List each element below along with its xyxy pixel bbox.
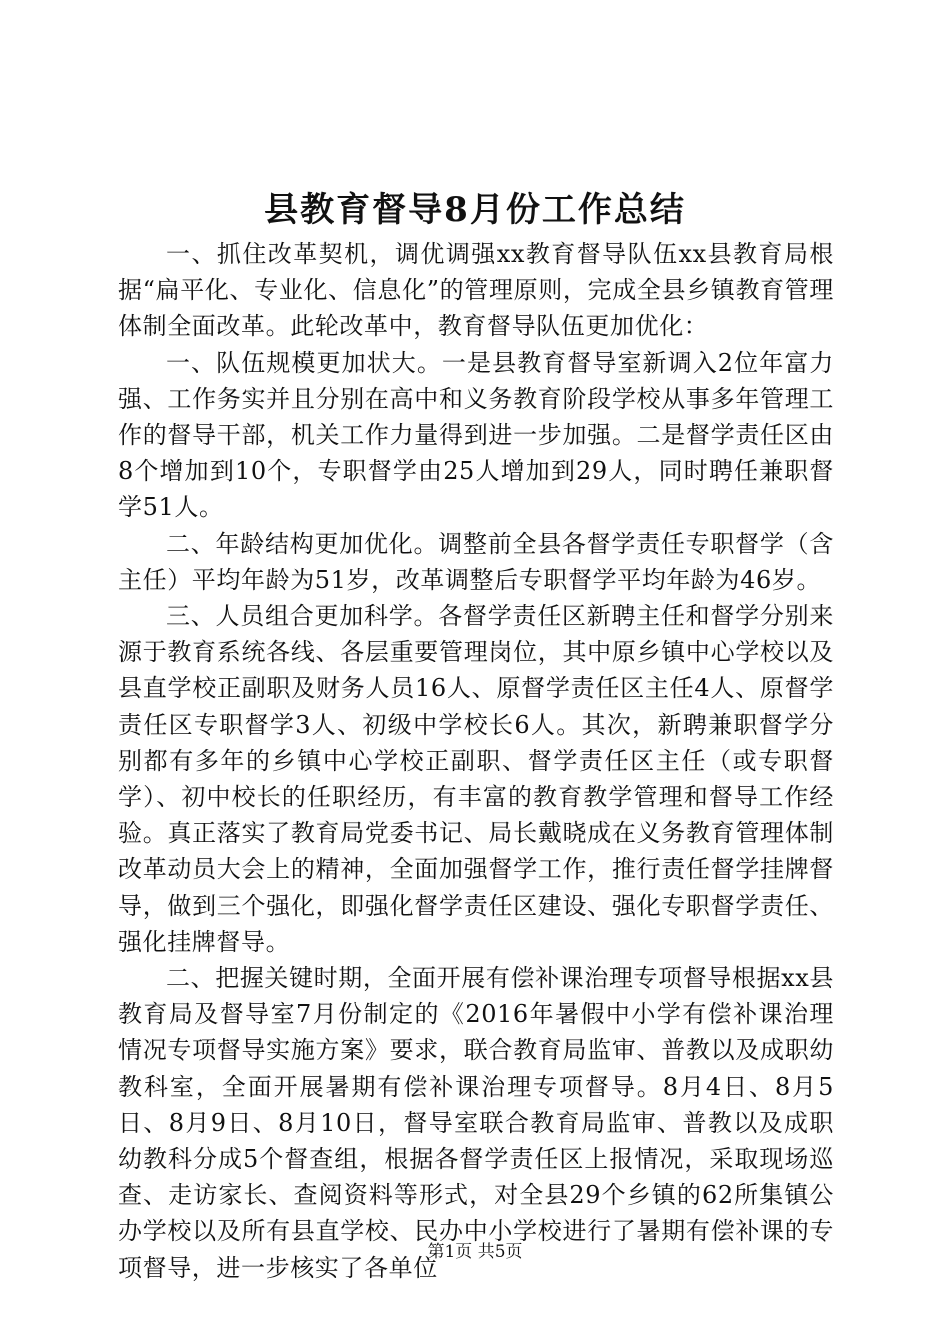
paragraph: 一、队伍规模更加状大。一是县教育督导室新调入2位年富力强、工作务实并且分别在高中和义务教育阶段学校从事多年管理工作的督导干部，机关工作力量得到进一步加强。二是督学责任区由8个增加到10个，专职督学由25人增加到29人，同时聘任兼职督学51人。 [118, 348, 834, 522]
document-body [118, 236, 834, 1286]
paragraph: 二、年龄结构更加优化。调整前全县各督学责任专职督学（含主任）平均年龄为51岁，改革调整后专职督学平均年龄为46岁。 [118, 529, 834, 594]
paragraph: 一、抓住改革契机，调优调强xx教育督导队伍xx县教育局根据“扁平化、专业化、信息化”的管理原则，完成全县乡镇教育管理体制全面改革。此轮改革中，教育督导队伍更加优化： [118, 240, 834, 341]
paragraph: 三、人员组合更加科学。各督学责任区新聘主任和督学分别来源于教育系统各线、各层重要管理岗位，其中原乡镇中心学校以及县直学校正副职及财务人员16人、原督学责任区主任4人、原督学责任区专职督学3人、初级中学校长6人。其次，新聘兼职督学分别都有多年的乡镇中心学校正副职、督学责任区主任（或专职督学）、初中校长的任职经历，有丰富的教育教学管理和督导工作经验。真正落实了教育局党委书记、局长戴晓成在义务教育管理体制改革动员大会上的精神，全面加强督学工作，推行责任督学挂牌督导，做到三个强化，即强化督学责任区建设、强化专职督学责任、强化挂牌督导。 [118, 602, 834, 956]
document-title: 县教育督导8月份工作总结 [264, 190, 686, 230]
page-footer: 第1页 共5页 [427, 1242, 523, 1262]
paragraph: 二、把握关键时期，全面开展有偿补课治理专项督导根据xx县教育局及督导室7月份制定的《2016年暑假中小学有偿补课治理情况专项督导实施方案》要求，联合教育局监审、普教以及成职幼教科室，全面开展暑期有偿补课治理专项督导。8月4日、8月5日、8月9日、8月10日，督导室联合教育局监审、普教以及成职幼教科分成5个督查组，根据各督学责任区上报情况，采取现场巡查、走访家长、查阅资料等形式，对全县29个乡镇的62所集镇公办学校以及所有县直学校、民办中小学校进行了暑期有偿补课的专项督导，进一步核实了各单位 [118, 964, 834, 1282]
